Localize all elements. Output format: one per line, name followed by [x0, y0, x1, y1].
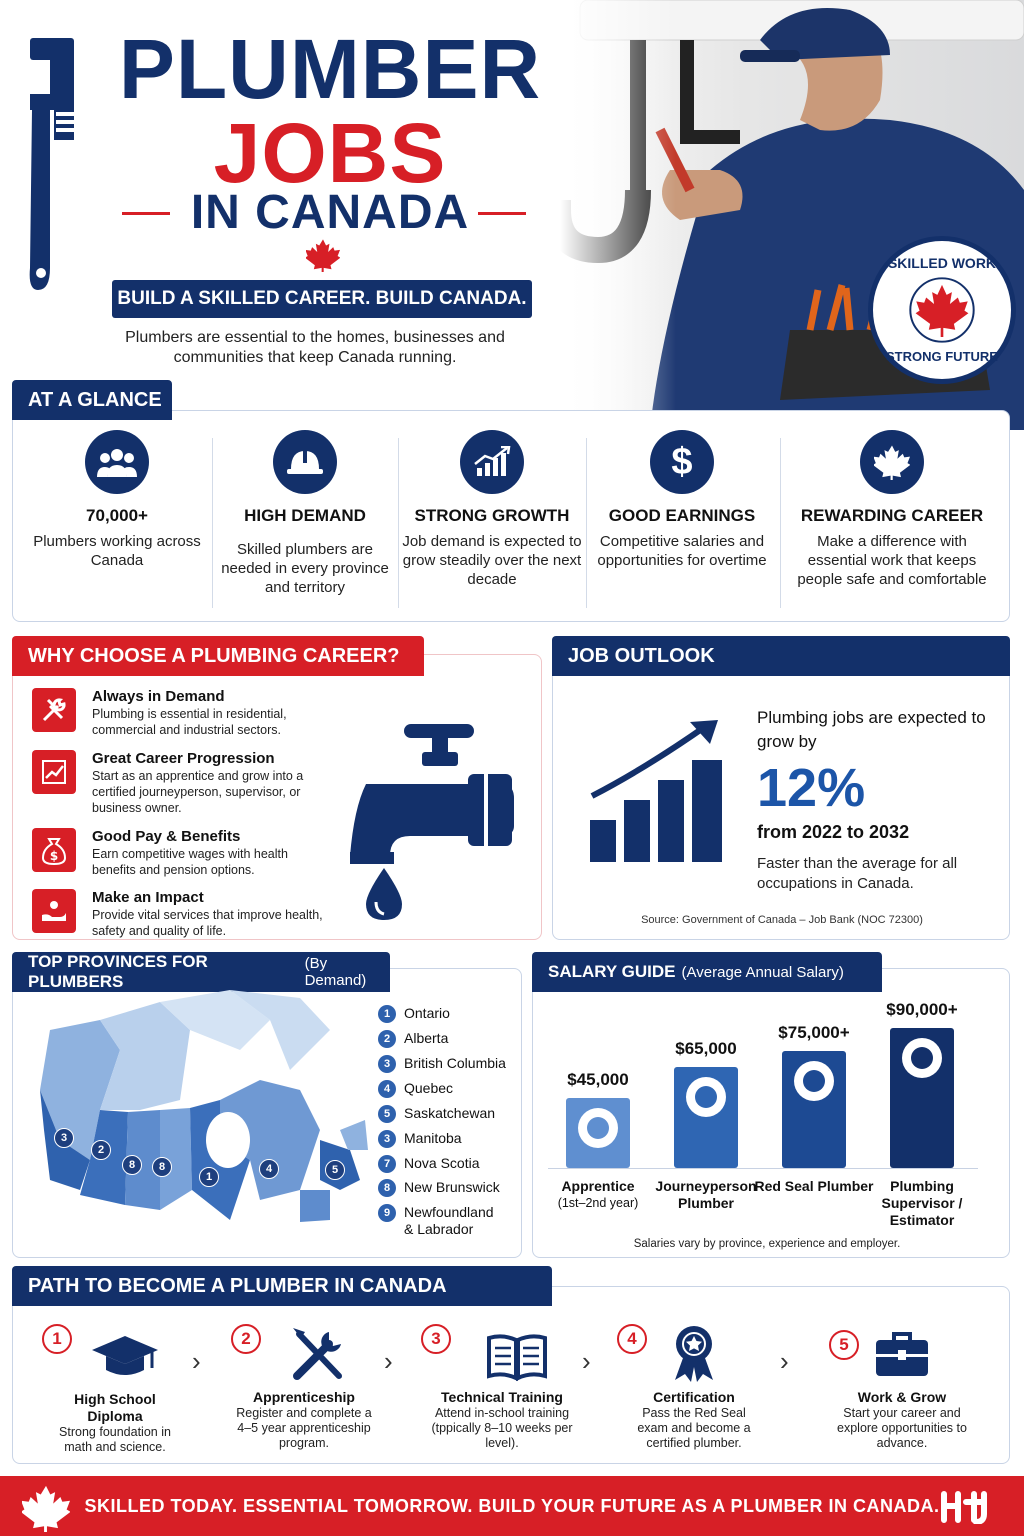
province-rank: 8 [378, 1179, 396, 1197]
salary-bar [890, 1028, 954, 1168]
province-item [378, 1055, 506, 1073]
province-name: Saskatchewan [404, 1105, 496, 1121]
salary-value-label: $90,000+ [886, 1000, 958, 1019]
path-heading: PATH TO BECOME A PLUMBER IN CANADA [12, 1266, 552, 1306]
step-title: Work & Grow [857, 1389, 947, 1405]
step-number: 3 [421, 1324, 451, 1354]
provinces-heading-title: TOP PROVINCES FOR PLUMBERS [28, 952, 208, 991]
province-name: Alberta [404, 1030, 449, 1046]
salary-value-label: $45,000 [567, 1070, 629, 1089]
chevron-right-icon: › [192, 1346, 201, 1376]
province-name: New Brunswick [404, 1179, 500, 1195]
maple-leaf-icon [306, 238, 340, 272]
salary-value-label: $65,000 [675, 1039, 737, 1058]
step-text: Register and complete a 4–5 year apprenticeship program. [236, 1406, 372, 1450]
provinces-heading [12, 952, 390, 992]
outlook-heading: JOB OUTLOOK [552, 636, 1010, 676]
salary-category-label: Apprentice (1st–2nd year) [557, 1178, 639, 1210]
salary-bar [674, 1067, 738, 1168]
divider [780, 438, 781, 608]
why-title: Great Career Progression [92, 750, 275, 767]
map-marker: 2 [91, 1140, 111, 1160]
glance-heading: AT A GLANCE [12, 380, 172, 420]
outlook-percent: 12% [757, 758, 866, 818]
map-marker: 3 [54, 1128, 74, 1148]
badge-top-text: SKILLED WORK [887, 255, 997, 271]
salary-bar [782, 1051, 846, 1168]
salary-value-label: $75,000+ [778, 1023, 850, 1042]
glance-text: Job demand is expected to grow steadily over the next decade [402, 533, 582, 588]
glance-title: REWARDING CAREER [800, 506, 984, 525]
maple-leaf-icon [860, 430, 924, 494]
team-icon [902, 1038, 942, 1078]
book-icon [485, 1332, 549, 1382]
svg-text:$: $ [49, 849, 59, 863]
map-marker: 8 [122, 1155, 142, 1175]
glance-title: 70,000+ [86, 506, 148, 525]
glance-item [22, 430, 212, 570]
outlook-period: from 2022 to 2032 [757, 822, 910, 842]
skilled-work-badge [868, 236, 1016, 384]
provinces-heading-note: (By Demand) [304, 955, 367, 989]
province-item [378, 1080, 453, 1098]
step-title: Apprenticeship [253, 1389, 355, 1405]
salary-category-label: Plumbing Supervisor / Estimator [881, 1178, 963, 1228]
glance-text: Make a difference with essential work that keeps people safe and comfortable [797, 533, 987, 588]
glance-title: GOOD EARNINGS [608, 506, 756, 525]
province-rank: 2 [378, 1030, 396, 1048]
province-item [378, 1105, 495, 1123]
tagline-banner: BUILD A SKILLED CAREER. BUILD CANADA. [112, 280, 532, 318]
glance-title: STRONG GROWTH [414, 506, 570, 525]
province-item [378, 1005, 450, 1023]
outlook-lead: Plumbing jobs are expected to grow by [757, 708, 986, 751]
glance-item [397, 430, 587, 589]
province-rank: 9 [378, 1204, 396, 1222]
tools-icon [32, 688, 76, 732]
canada-map [30, 990, 370, 1242]
faucet-icon [350, 716, 530, 926]
province-rank: 1 [378, 1005, 396, 1023]
brand-logo [940, 1490, 1004, 1524]
why-title: Make an Impact [92, 889, 204, 906]
growth-bars-icon [586, 716, 726, 866]
step-text: Pass the Red Seal exam and become a certified plumber. [637, 1406, 751, 1450]
step-text: Strong foundation in math and science. [59, 1425, 171, 1454]
step-title: High School Diploma [74, 1391, 156, 1424]
salary-heading [532, 952, 882, 992]
glance-text: Skilled plumbers are needed in every province and territory [221, 541, 389, 596]
province-item [378, 1130, 462, 1148]
why-item [32, 750, 322, 820]
why-item [32, 889, 322, 939]
outlook-source: Source: Government of Canada – Job Bank (NOC 72300) [641, 914, 923, 926]
salary-heading-title: SALARY GUIDE [548, 962, 676, 981]
why-text: Provide vital services that improve health, safety and quality of life. [92, 908, 323, 938]
why-title: Always in Demand [92, 688, 225, 705]
step-title: Technical Training [441, 1389, 563, 1405]
salary-bar [566, 1098, 630, 1168]
map-marker: 8 [152, 1157, 172, 1177]
seal-badge-icon [794, 1061, 834, 1101]
money-bag-icon [32, 828, 76, 872]
step-number: 2 [231, 1324, 261, 1354]
province-name: Manitoba [404, 1130, 462, 1146]
dollar-icon: $ [650, 430, 714, 494]
wrench-screwdriver-icon [289, 1326, 349, 1382]
glance-item [787, 430, 997, 589]
wrench-icon [686, 1077, 726, 1117]
salary-heading-note: (Average Annual Salary) [681, 963, 844, 981]
step-number: 5 [829, 1330, 859, 1360]
why-text: Start as an apprentice and grow into a certified journeyperson, supervisor, or business owner. [92, 769, 304, 815]
glance-title: HIGH DEMAND [244, 506, 366, 525]
maple-leaf-icon [909, 277, 975, 343]
salary-baseline [548, 1168, 978, 1169]
why-text: Plumbing is essential in residential, commercial and industrial sectors. [92, 707, 287, 737]
province-item [378, 1030, 448, 1048]
title-in-canada: IN CANADA [190, 186, 470, 239]
step-number: 4 [617, 1324, 647, 1354]
intro-text: Plumbers are essential to the homes, businesses and communities that keep Canada running. [125, 329, 505, 366]
footer-text: SKILLED TODAY. ESSENTIAL TOMORROW. BUILD YOUR FUTURE AS A PLUMBER IN CANADA. [84, 1495, 940, 1516]
province-rank: 7 [378, 1155, 396, 1173]
chevron-right-icon: › [384, 1346, 393, 1376]
why-text: Earn competitive wages with health benefits and pension options. [92, 847, 288, 877]
province-item [378, 1155, 479, 1173]
chevron-right-icon: › [582, 1346, 591, 1376]
province-item [378, 1179, 500, 1197]
province-name: Newfoundland & Labrador [404, 1204, 494, 1237]
hard-hat-icon [273, 430, 337, 494]
chevron-right-icon: › [780, 1346, 789, 1376]
province-rank: 4 [378, 1080, 396, 1098]
glance-item [587, 430, 777, 570]
people-icon [85, 430, 149, 494]
salary-footnote: Salaries vary by province, experience and employer. [633, 1238, 901, 1250]
step-text: Attend in-school training (tppically 8–10 weeks per level). [431, 1406, 573, 1450]
glance-text: Plumbers working across Canada [33, 533, 201, 569]
province-name: British Columbia [404, 1055, 506, 1071]
hard-hat-worker-icon [578, 1108, 618, 1148]
step-title: Certification [653, 1389, 735, 1405]
glance-item [210, 430, 400, 597]
why-item [32, 688, 322, 738]
province-name: Nova Scotia [404, 1155, 480, 1171]
glance-text: Competitive salaries and opportunities for overtime [597, 533, 767, 569]
progress-chart-icon [32, 750, 76, 794]
map-marker: 5 [325, 1160, 345, 1180]
salary-category-label: Red Seal Plumber [754, 1178, 874, 1194]
province-rank: 5 [378, 1105, 396, 1123]
province-name: Quebec [404, 1080, 454, 1096]
salary-category-label: Journeyperson Plumber [655, 1178, 757, 1211]
province-name: Ontario [404, 1005, 450, 1021]
why-heading: WHY CHOOSE A PLUMBING CAREER? [12, 636, 424, 676]
outlook-note: Faster than the average for all occupations in Canada. [757, 855, 958, 892]
badge-bottom-text: STRONG FUTURE [886, 349, 998, 364]
maple-leaf-icon [22, 1484, 70, 1532]
title-plumber: PLUMBER [118, 22, 542, 116]
step-number: 1 [42, 1324, 72, 1354]
growth-chart-icon [460, 430, 524, 494]
title-jobs: JOBS [213, 106, 447, 200]
map-marker: 1 [199, 1167, 219, 1187]
award-ribbon-icon [669, 1322, 719, 1382]
why-title: Good Pay & Benefits [92, 828, 241, 845]
province-rank: 3 [378, 1130, 396, 1148]
footer-banner [0, 1476, 1024, 1536]
map-marker: 4 [259, 1159, 279, 1179]
briefcase-icon [874, 1330, 930, 1380]
why-item [32, 828, 322, 878]
graduation-cap-icon [90, 1330, 160, 1380]
step-text: Start your career and explore opportunities to advance. [837, 1406, 967, 1450]
helping-hand-icon [32, 889, 76, 933]
province-rank: 3 [378, 1055, 396, 1073]
province-item [378, 1204, 498, 1238]
